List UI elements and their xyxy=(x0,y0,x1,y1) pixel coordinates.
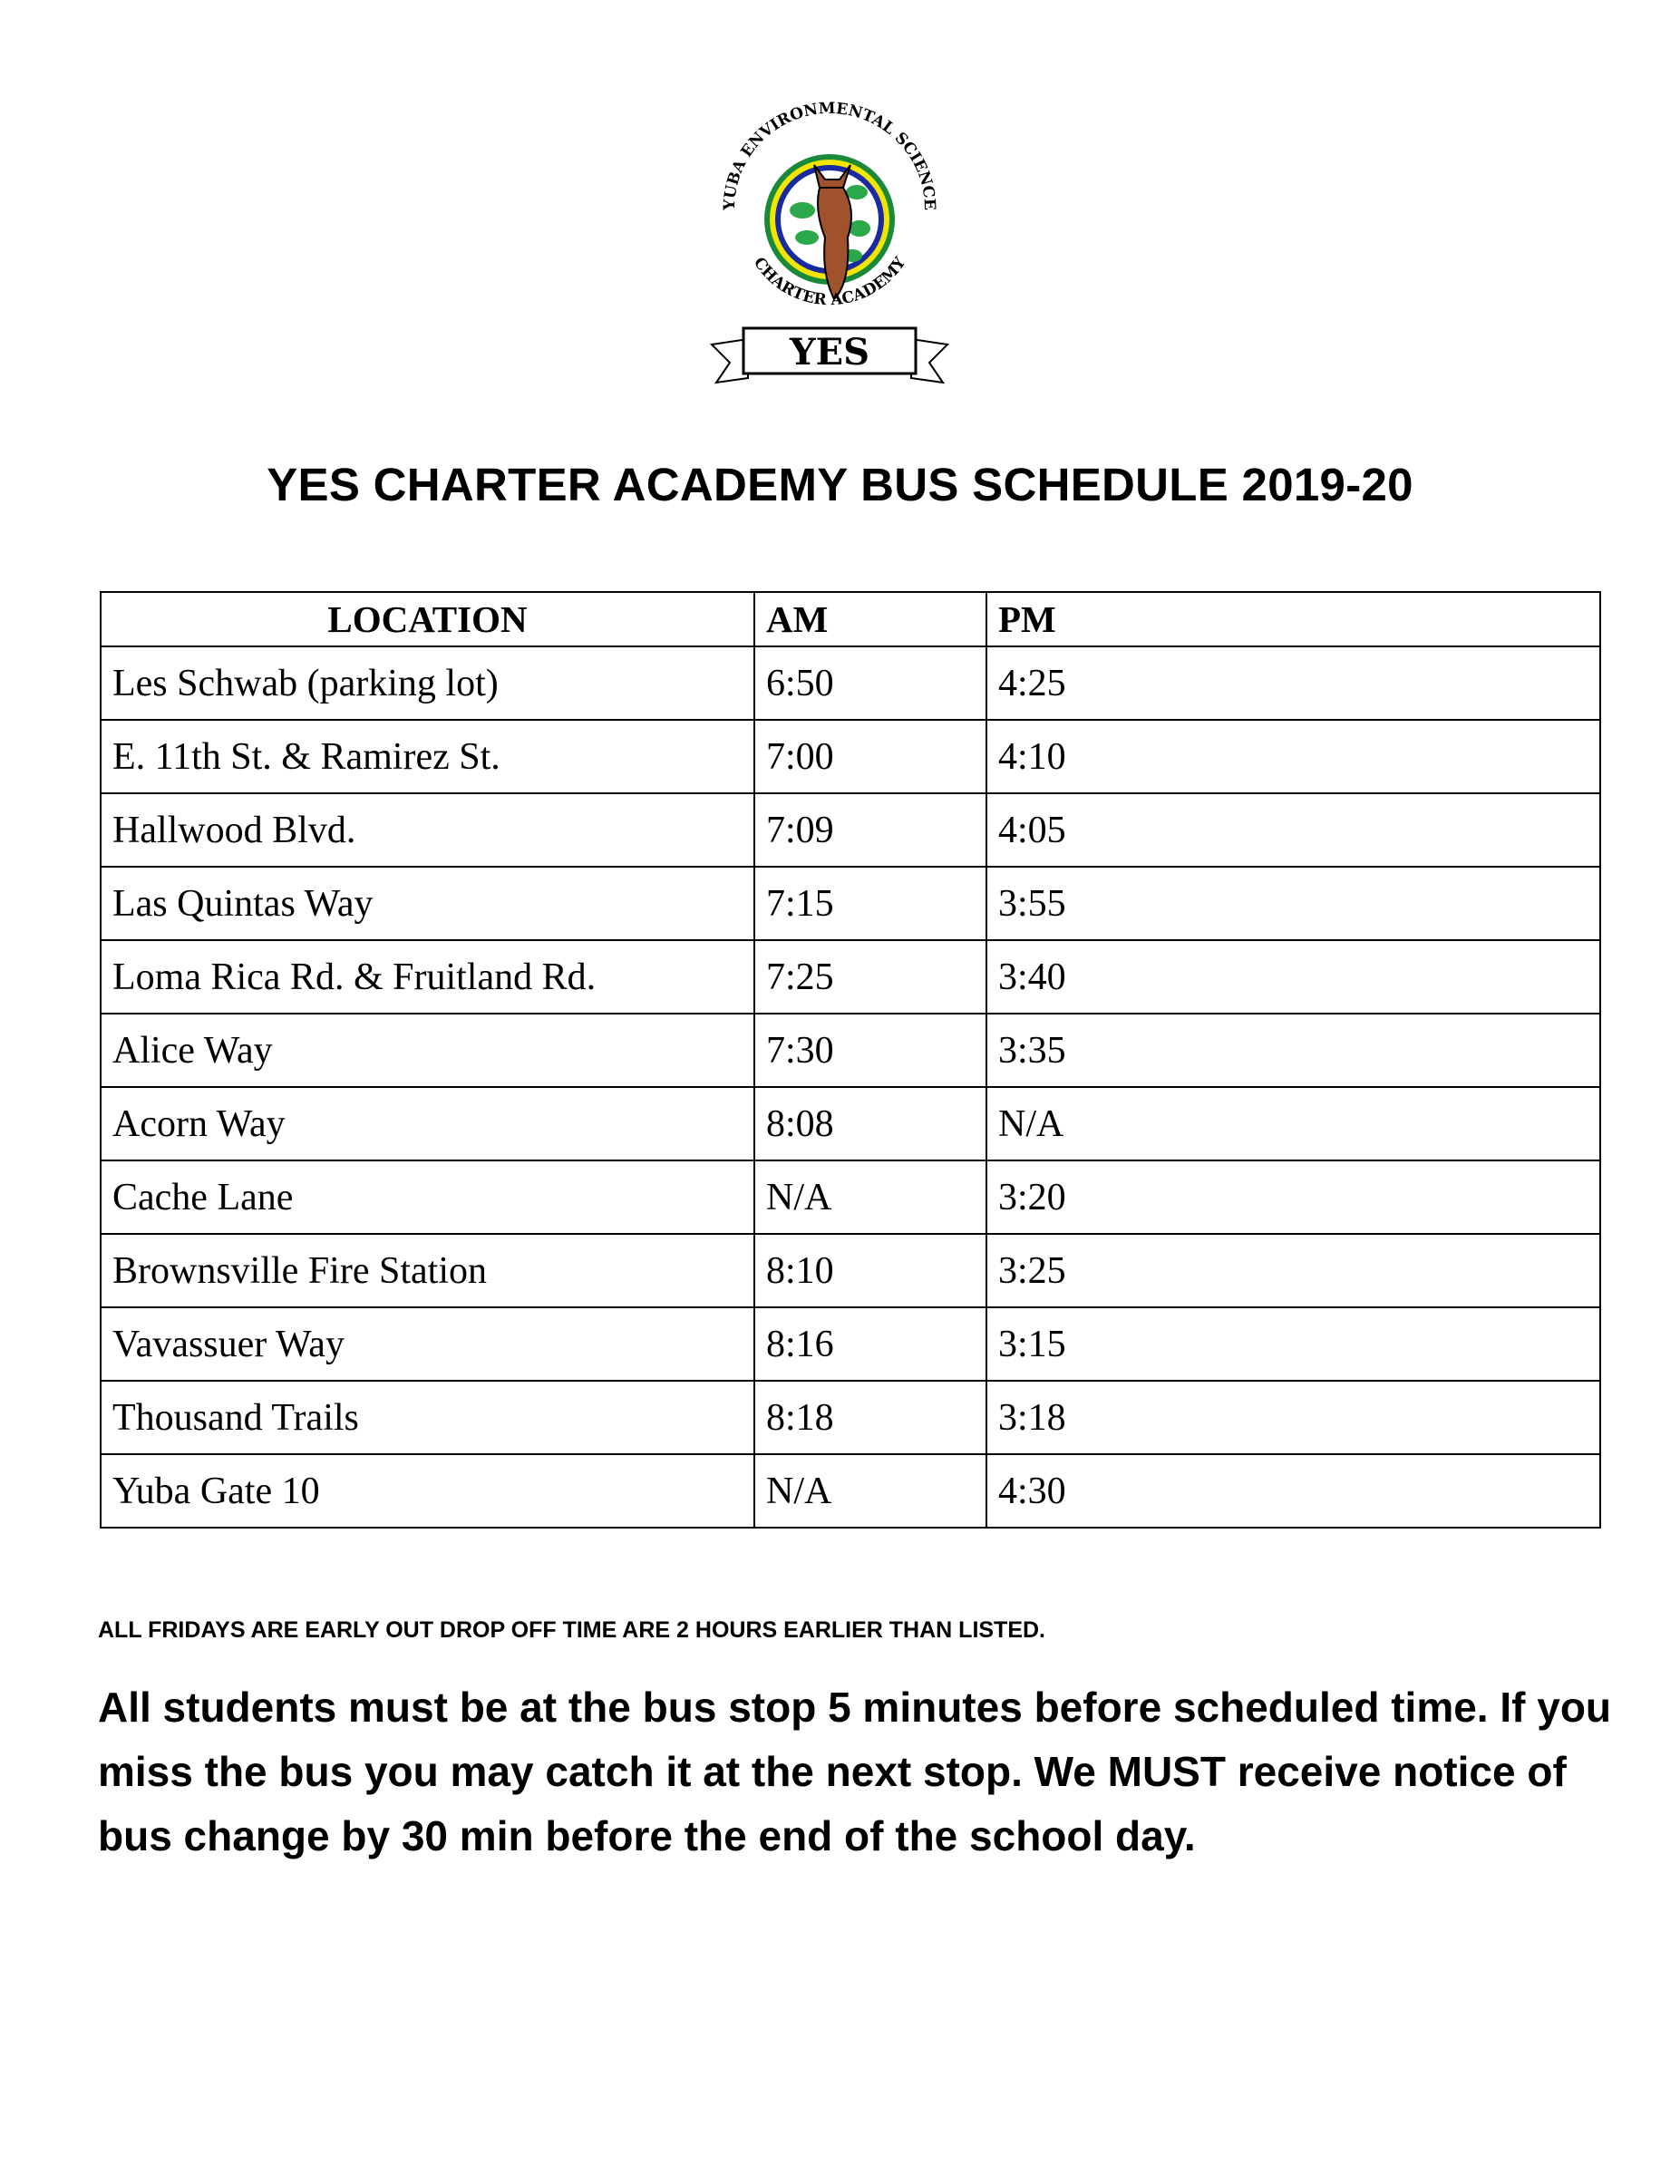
am-time-cell: 7:15 xyxy=(754,867,986,940)
table-row xyxy=(101,1014,1600,1087)
pm-time-cell: 3:20 xyxy=(986,1160,1600,1234)
table-row xyxy=(101,867,1600,940)
am-time-cell: 8:18 xyxy=(754,1381,986,1454)
pm-time-cell: 3:40 xyxy=(986,940,1600,1014)
header-location: LOCATION xyxy=(101,592,754,646)
table-row xyxy=(101,940,1600,1014)
am-time-cell: N/A xyxy=(754,1160,986,1234)
location-cell: Brownsville Fire Station xyxy=(101,1234,754,1307)
bus-schedule-table xyxy=(100,591,1601,1529)
table-row xyxy=(101,1087,1600,1160)
table-row xyxy=(101,1454,1600,1528)
location-cell: Cache Lane xyxy=(101,1160,754,1234)
table-row xyxy=(101,1160,1600,1234)
pm-time-cell: 4:30 xyxy=(986,1454,1600,1528)
logo-arc-top: YUBA ENVIRONMENTAL SCIENCE xyxy=(720,102,939,211)
location-cell: Alice Way xyxy=(101,1014,754,1087)
table-row xyxy=(101,1381,1600,1454)
pm-time-cell: 3:18 xyxy=(986,1381,1600,1454)
logo-banner-text: YES xyxy=(790,331,869,374)
location-cell: Thousand Trails xyxy=(101,1381,754,1454)
am-time-cell: 7:09 xyxy=(754,793,986,867)
logo-arc-bottom: CHARTER ACADEMY xyxy=(749,254,910,310)
pm-time-cell: 3:55 xyxy=(986,867,1600,940)
bus-policy-message: All students must be at the bus stop 5 minutes before scheduled time. If you miss the bus you may catch it at the next stop. We MUST receive notice of bus change by 30 min before the end of the school day. xyxy=(98,1684,1612,1859)
header-pm: PM xyxy=(986,592,1600,646)
friday-note: ALL FRIDAYS ARE EARLY OUT DROP OFF TIME ARE 2 HOURS EARLIER THAN LISTED. xyxy=(98,1617,1046,1643)
table-row xyxy=(101,1307,1600,1381)
pm-time-cell: 3:25 xyxy=(986,1234,1600,1307)
am-time-cell: 7:25 xyxy=(754,940,986,1014)
pm-time-cell: N/A xyxy=(986,1087,1600,1160)
am-time-cell: 7:30 xyxy=(754,1014,986,1087)
pm-time-cell: 4:05 xyxy=(986,793,1600,867)
table-row xyxy=(101,1234,1600,1307)
am-time-cell: 8:10 xyxy=(754,1234,986,1307)
table-row xyxy=(101,793,1600,867)
location-cell: Acorn Way xyxy=(101,1087,754,1160)
pm-time-cell: 3:35 xyxy=(986,1014,1600,1087)
pm-time-cell: 4:10 xyxy=(986,720,1600,793)
am-time-cell: 6:50 xyxy=(754,646,986,720)
location-cell: Hallwood Blvd. xyxy=(101,793,754,867)
location-cell: Yuba Gate 10 xyxy=(101,1454,754,1528)
location-cell: E. 11th St. & Ramirez St. xyxy=(101,720,754,793)
location-cell: Vavassuer Way xyxy=(101,1307,754,1381)
pm-time-cell: 3:15 xyxy=(986,1307,1600,1381)
pm-time-cell: 4:25 xyxy=(986,646,1600,720)
am-time-cell: 8:08 xyxy=(754,1087,986,1160)
am-time-cell: 8:16 xyxy=(754,1307,986,1381)
table-row xyxy=(101,646,1600,720)
table-header-row xyxy=(101,592,1600,646)
school-logo xyxy=(707,102,952,410)
location-cell: Les Schwab (parking lot) xyxy=(101,646,754,720)
am-time-cell: N/A xyxy=(754,1454,986,1528)
page-title: YES CHARTER ACADEMY BUS SCHEDULE 2019-20 xyxy=(267,459,1413,510)
am-time-cell: 7:00 xyxy=(754,720,986,793)
location-cell: Loma Rica Rd. & Fruitland Rd. xyxy=(101,940,754,1014)
location-cell: Las Quintas Way xyxy=(101,867,754,940)
table-row xyxy=(101,720,1600,793)
header-am: AM xyxy=(754,592,986,646)
